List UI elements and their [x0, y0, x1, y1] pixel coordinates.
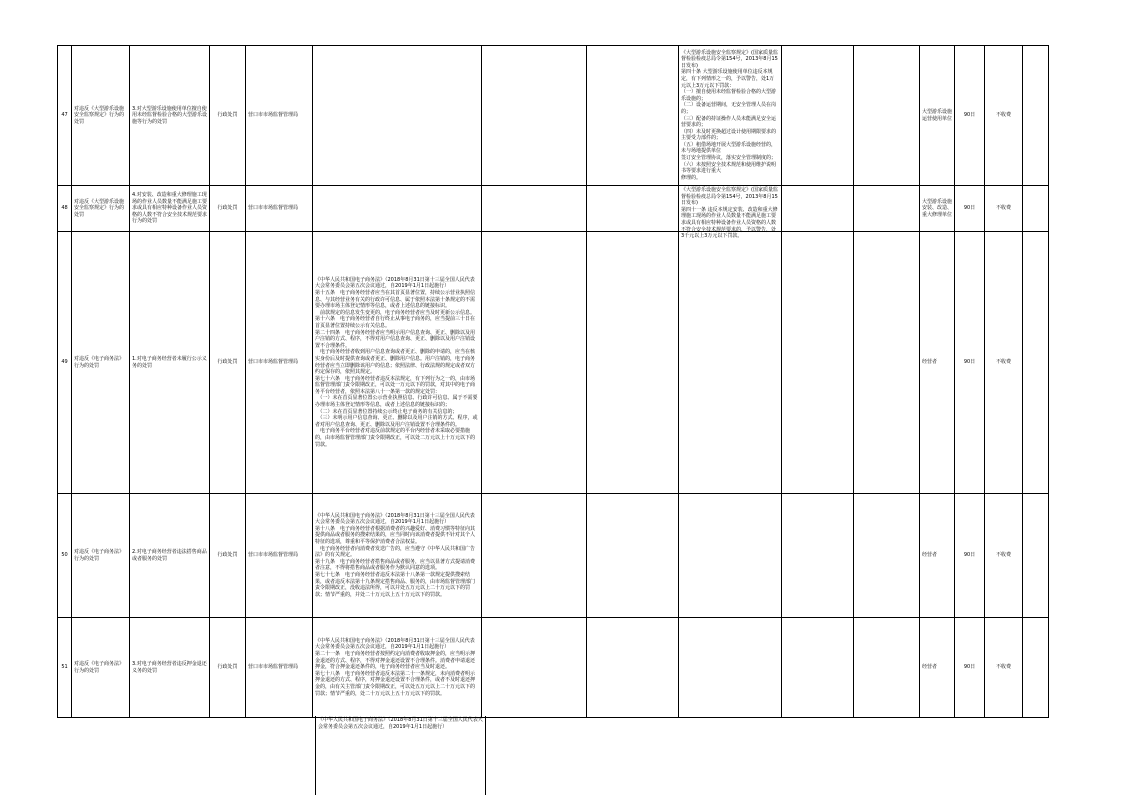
- subject-cell-text: 经营者: [922, 359, 938, 366]
- fee-cell-text: 不收费: [995, 664, 1011, 671]
- empty-cell: [854, 46, 920, 186]
- empty-cell: [482, 46, 587, 186]
- sub-item-name: [130, 618, 210, 718]
- empty-cell: [854, 232, 920, 494]
- implementing-dept: [246, 618, 313, 718]
- time-limit-cell-text: 90日: [963, 359, 976, 366]
- empty-cell: [854, 494, 920, 618]
- subject-cell-text: 经营者: [922, 552, 938, 559]
- empty-cell: [587, 232, 679, 494]
- empty-cell: [1023, 618, 1049, 718]
- implementing-dept-text: 营口市市场监督管理局: [248, 112, 299, 119]
- sub-item-name-text: 3.对大型游乐设施使用单位擅自使用未经监督检验合格的大型游乐设施等行为的处罚: [132, 105, 208, 125]
- table-row: [58, 186, 1049, 232]
- trailing-row-fragment: [57, 716, 1048, 793]
- time-limit-cell-text: 90日: [963, 112, 976, 119]
- implementing-dept: [246, 494, 313, 618]
- sub-item-name: [130, 494, 210, 618]
- legal-basis-cell-text: 《中华人民共和国电子商务法》（2018年8月31日第十三届全国人民代表大会常务委员会第五次会议通过，自2019年1月1日起施行） 第十八条 电子商务经营者根据消费者的兴趣爱好、消费习惯等特征向其提供商品或者服务的搜索结果的，应当同时向该消费者提供不针对其个人特征的选项，尊重和平等保护消费者合法权益。 电子商务经营者向消费者发送广告的，应当遵守《中华人民共和国广告法》的有关规定。 第十九条 电子商务经营者搭售商品或者服务，应当以显著方式提请消费者注意，不得将搭售商品或者服务作为默认同意的选项。 第七十七条 电子商务经营者违反本法第十八条第一款规定提供搜索结果，或者违反本法第十九条规定搭售商品、服务的，由市场监督管理部门责令限期改正，没收违法所得，可以并处五万元以上二十万元以下的罚款；情节严重的，并处二十万元以上五十万元以下的罚款。: [315, 512, 476, 598]
- implementing-dept-text: 营口市市场监督管理局: [248, 359, 299, 366]
- empty-cell: [587, 46, 679, 186]
- fee-cell: [985, 618, 1023, 718]
- fee-cell: [985, 186, 1023, 232]
- legal-basis-cell-alt: [679, 494, 782, 618]
- implementing-dept-text: 营口市市场监督管理局: [248, 552, 299, 559]
- empty-cell: [782, 494, 854, 618]
- item-name: [72, 186, 130, 232]
- empty-cell: [854, 186, 920, 232]
- table-row: [58, 46, 1049, 186]
- legal-basis-cell: [313, 46, 482, 186]
- table-row: [58, 618, 1049, 718]
- time-limit-cell: [955, 46, 985, 186]
- legal-basis-cell-alt: [679, 232, 782, 494]
- legal-basis-cell: [313, 494, 482, 618]
- row-number-text: 48: [61, 205, 68, 212]
- power-type: [210, 494, 246, 618]
- legal-basis-cell-alt: [679, 618, 782, 718]
- empty-cell: [482, 186, 587, 232]
- item-name: [72, 232, 130, 494]
- power-list-table: [57, 45, 1049, 718]
- time-limit-cell: [955, 186, 985, 232]
- subject-cell-text: 大型游乐设施运营使用单位: [922, 108, 953, 122]
- power-type-text: 行政处罚: [217, 112, 238, 119]
- row-number-text: 51: [61, 664, 68, 671]
- empty-cell: [854, 618, 920, 718]
- row-number-text: 50: [61, 552, 68, 559]
- time-limit-cell: [955, 232, 985, 494]
- subject-cell: [920, 232, 955, 494]
- power-type-text: 行政处罚: [217, 205, 238, 212]
- implementing-dept: [246, 186, 313, 232]
- empty-cell: [482, 618, 587, 718]
- legal-basis-cell-text: 《中华人民共和国电子商务法》（2018年8月31日第十三届全国人民代表大会常务委员会第五次会议通过，自2019年1月1日起施行） 第十五条 电子商务经营者应当在其首页显著位置，持续公示营业执照信息、与其经营业务有关的行政许可信息、属于依照本法第十条规定的不需要办理市场主体登记情形等信息，或者上述信息的链接标识。 前款规定的信息发生变更的，电子商务经营者应当及时更新公示信息。 第十六条 电子商务经营者自行终止从事电子商务的，应当提前三十日在首页显著位置持续公示有关信息。 第二十四条 电子商务经营者应当明示用户信息查询、更正、删除以及用户注销的方式、程序，不得对用户信息查询、更正、删除以及用户注销设置不合理条件。 电子商务经营者收到用户信息查询或者更正、删除的申请的，应当在核实身份后及时提供查询或者更正、删除用户信息。用户注销的，电子商务经营者应当立即删除该用户的信息；依照法律、行政法规的规定或者双方约定保存的，依照其规定。 第七十六条 电子商务经营者违反本法规定，有下列行为之一的，由市场监督管理部门责令限期改正，可以处一万元以下的罚款，对其中的电子商务平台经营者，依照本法第八十一条第一款的规定处罚： （一）未在首页显著位置公示营业执照信息、行政许可信息、属于不需要办理市场主体登记情形等信息，或者上述信息的链接标识的； （二）未在首页显著位置持续公示终止电子商务的有关信息的； （三）未明示用户信息查询、更正、删除以及用户注销的方式、程序，或者对用户信息查询、更正、删除以及用户注销设置不合理条件的。 电子商务平台经营者对违反前款规定的平台内经营者未采取必要措施的，由市场监督管理部门责令限期改正，可以处二万元以上十万元以下的罚款。: [315, 276, 478, 448]
- row-number: [58, 46, 72, 186]
- table-row: [58, 494, 1049, 618]
- row-number: [58, 494, 72, 618]
- legal-basis-cell-text: 《中华人民共和国电子商务法》（2018年8月31日第十三届全国人民代表大会常务委员会第五次会议通过，自2019年1月1日起施行） 第二十一条 电子商务经营者按照约定向消费者收取押金的，应当明示押金退还的方式、程序，不得对押金退还设置不合理条件。消费者申请退还押金，符合押金退还条件的，电子商务经营者应当及时退还。 第七十八条 电子商务经营者违反本法第二十一条规定，未向消费者明示押金退还的方式、程序，对押金退还设置不合理条件，或者不及时退还押金的，由有关主管部门责令限期改正，可以处五万元以上二十万元以下的罚款；情节严重的，处二十万元以上五十万元以下的罚款。: [315, 637, 476, 697]
- empty-cell: [587, 618, 679, 718]
- empty-cell: [782, 186, 854, 232]
- power-type-text: 行政处罚: [217, 552, 238, 559]
- implementing-dept-text: 营口市市场监督管理局: [248, 664, 299, 671]
- item-name: [72, 46, 130, 186]
- empty-cell: [587, 186, 679, 232]
- sub-item-name-text: 3.对电子商务经营者违反押金退还义务的处罚: [132, 660, 207, 674]
- item-name: [72, 618, 130, 718]
- row-number-text: 49: [61, 359, 68, 366]
- empty-cell: [587, 494, 679, 618]
- subject-cell: [920, 46, 955, 186]
- item-name: [72, 494, 130, 618]
- power-type-text: 行政处罚: [217, 664, 238, 671]
- implementing-dept: [246, 232, 313, 494]
- row-number: [58, 618, 72, 718]
- item-name-text: 对违反《电子商务法》行为的处罚: [74, 548, 125, 562]
- fee-cell-text: 不收费: [995, 112, 1011, 119]
- row-number: [58, 186, 72, 232]
- subject-cell-text: 经营者: [922, 664, 938, 671]
- item-name-text: 对违反《大型游乐设施安全监察规定》行为的处罚: [74, 198, 125, 218]
- empty-cell: [782, 232, 854, 494]
- fee-cell-text: 不收费: [995, 552, 1011, 559]
- implementing-dept-text: 营口市市场监督管理局: [248, 205, 299, 212]
- empty-cell: [1023, 46, 1049, 186]
- fee-cell-text: 不收费: [995, 205, 1011, 212]
- fee-cell: [985, 46, 1023, 186]
- sub-item-name-text: 1.对电子商务经营者未履行公示义务的处罚: [132, 355, 207, 369]
- sub-item-name: [130, 232, 210, 494]
- legal-basis-cell-alt-text: 《大型游乐设施安全监察规定》(国家质量监督检验检疫总局令第154号，2013年8月15日发布) 第四十条 大型游乐设施使用单位违反本规定，有下列情形之一的，予以警告，处1万元以上3万元以下罚款： （一）擅自使用未经监督检验合格的大型游乐设施的； （二）设备运营期间，无安全管理人员在岗的； （三）配备的持证操作人员未能满足安全运营要求的； （四）未及时更换超过设计使用期限要求的主要受力部件的； （五）租借场地开展大型游乐设施经营的，未与场地提供单位 签订安全管理协议，落实安全管理制度的； （六）未按照安全技术规范和使用维护说明书等要求进行重大 修理的。: [681, 49, 778, 181]
- implementing-dept: [246, 46, 313, 186]
- time-limit-cell: [955, 618, 985, 718]
- legal-basis-cell: [313, 618, 482, 718]
- power-type: [210, 46, 246, 186]
- subject-cell: [920, 186, 955, 232]
- row-number: [58, 232, 72, 494]
- power-type: [210, 186, 246, 232]
- sub-item-name-text: 2.对电子商务经营者违法搭售商品或者服务的处罚: [132, 548, 207, 562]
- time-limit-cell: [955, 494, 985, 618]
- empty-cell: [1023, 232, 1049, 494]
- sub-item-name-text: 4.对安装、改造和重大修理施工现场的作业人员数量不能满足施工要求或具有相应特种设备作业人员资格的人数不符合安全技术规范要求行为的处罚: [132, 192, 208, 225]
- power-type: [210, 618, 246, 718]
- fee-cell-text: 不收费: [995, 359, 1011, 366]
- sub-item-name: [130, 186, 210, 232]
- sub-item-name: [130, 46, 210, 186]
- item-name-text: 对违反《电子商务法》行为的处罚: [74, 355, 125, 369]
- trailing-law-text: 《中华人民共和国电子商务法》（2018年8月31日第十三届全国人民代表大会常务委员会第五次会议通过，自2019年1月1日起施行）: [315, 716, 486, 795]
- power-type-text: 行政处罚: [217, 359, 238, 366]
- empty-cell: [1023, 186, 1049, 232]
- subject-cell: [920, 494, 955, 618]
- fee-cell: [985, 494, 1023, 618]
- legal-basis-cell: [313, 186, 482, 232]
- empty-cell: [782, 618, 854, 718]
- fee-cell: [985, 232, 1023, 494]
- item-name-text: 对违反《大型游乐设施安全监察规定》行为的处罚: [74, 105, 125, 125]
- empty-cell: [482, 232, 587, 494]
- empty-cell: [782, 46, 854, 186]
- subject-cell-text: 大型游乐设施安装、改造、重大修理单位: [922, 198, 953, 218]
- legal-basis-cell-alt: [679, 186, 782, 240]
- time-limit-cell-text: 90日: [963, 205, 976, 212]
- legal-basis-cell-alt: [679, 46, 782, 186]
- power-type: [210, 232, 246, 494]
- time-limit-cell-text: 90日: [963, 552, 976, 559]
- subject-cell: [920, 618, 955, 718]
- item-name-text: 对违反《电子商务法》行为的处罚: [74, 660, 125, 674]
- empty-cell: [1023, 494, 1049, 618]
- row-number-text: 47: [61, 112, 68, 119]
- table-row: [58, 232, 1049, 494]
- legal-basis-cell: [313, 232, 482, 494]
- legal-basis-cell-alt-text: 《大型游乐设施安全监察规定》(国家质量监督检验检疫总局令第154号，2013年8月15日发布) 第四十一条 违反本规定安装、改造和重大修理施工现场的作业人员数量不能满足施工要求或具有相应特种设备作业人员资格的人数不符合安全技术规范要求的，予以警告，处3千元以上3万元以下罚款。: [681, 187, 778, 240]
- empty-cell: [482, 494, 587, 618]
- time-limit-cell-text: 90日: [963, 664, 976, 671]
